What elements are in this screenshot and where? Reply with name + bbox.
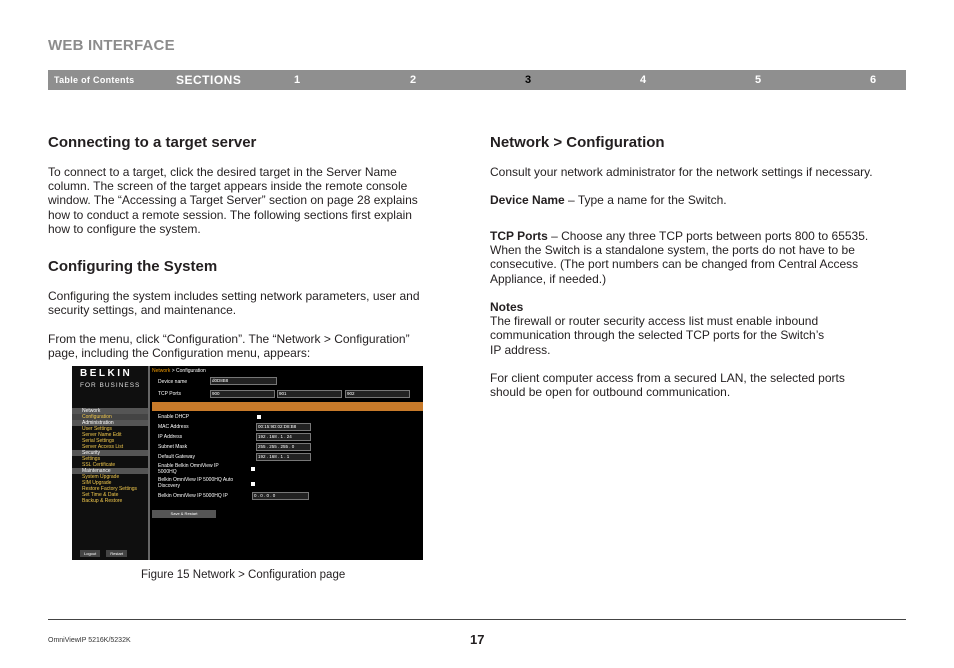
menu-item[interactable]: SIM Upgrade [82,480,112,486]
menu-item[interactable]: Restore Factory Settings [82,486,138,492]
heading-connecting: Connecting to a target server [48,134,257,151]
section-link-5[interactable]: 5 [755,74,762,86]
figure-network-configuration-screenshot [72,366,423,560]
hq-ip-field[interactable]: 0 . 0 . 0 . 0 [252,492,309,500]
section-link-6[interactable]: 6 [870,74,877,86]
paragraph-consult: Consult your network administrator for the network settings if necessary. [490,165,873,179]
ip-address-label: IP Address [158,434,183,440]
menu-heading: Administration [72,420,148,426]
menu-item[interactable]: Configuration [72,414,148,420]
menu-item[interactable]: Set Time & Date [82,492,119,498]
menu-heading: Network [72,408,148,414]
menu-heading: Maintenance [72,468,148,474]
belkin-sublogo: FOR BUSINESS [80,382,141,389]
logout-button[interactable]: Logout [80,550,100,557]
paragraph-connecting: To connect to a target, click the desired target in the Server Name column. The screen of the target appears inside the remote console window. The “Accessing a Target Server” section on page 28 explains how to conduct a remote session. The following sections first explain how to configure the system. [48,165,418,236]
auto-discovery-checkbox[interactable] [251,482,255,486]
menu-item[interactable]: Serial Settings [82,438,115,444]
sections-label: SECTIONS [176,73,242,87]
menu-item[interactable]: Server Access List [82,444,124,450]
screenshot-menu [72,408,148,504]
save-restart-button[interactable]: Save & Restart [152,510,216,518]
subnet-mask-label: Subnet Mask [158,444,188,450]
section-link-2[interactable]: 2 [410,74,417,86]
footer-rule [48,619,906,620]
auto-discovery-label: Belkin OmniView IP 5000HQ Auto Discovery [158,477,234,489]
device-name-field[interactable]: d0D8B8 [210,377,277,385]
menu-item[interactable]: System Upgrade [82,474,120,480]
screenshot-sidebar [72,366,148,560]
tcp-port-3-field[interactable]: 902 [345,390,410,398]
restart-button[interactable]: Restart [106,550,127,557]
device-name-label: Device name [158,379,188,385]
mac-address-field: 00:15:9D:02:D8:B8 [256,423,311,431]
page-number: 17 [470,632,485,647]
section-link-1[interactable]: 1 [294,74,301,86]
figure-caption: Figure 15 Network > Configuration page [141,569,346,581]
section-title: WEB INTERFACE [48,37,175,54]
default-gateway-label: Default Gateway [158,454,195,460]
screenshot-breadcrumb: Network > Configuration [152,368,206,374]
section-link-4[interactable]: 4 [640,74,647,86]
enable-belkin-checkbox[interactable] [251,467,255,471]
section-nav-bar [48,70,906,90]
tcp-port-1-field[interactable]: 900 [210,390,275,398]
hq-ip-label: Belkin OmniView IP 5000HQ IP [158,493,228,499]
enable-dhcp-checkbox[interactable] [257,415,261,419]
paragraph-device-name: Device Name – Type a name for the Switch. [490,193,727,207]
default-gateway-field[interactable]: 192 . 168 . 1 . 1 [256,453,311,461]
heading-network-config: Network > Configuration [490,134,665,151]
section-link-3[interactable]: 3 [525,74,532,86]
table-of-contents-link[interactable]: Table of Contents [54,75,135,85]
mac-address-label: MAC Address [158,424,189,430]
paragraph-client-access: For client computer access from a secured LAN, the selected ports should be open for outbound communication. [490,371,845,400]
ip-address-field[interactable]: 192 . 168 . 1 . 24 [256,433,311,441]
menu-item[interactable]: User Settings [82,426,113,432]
heading-configuring: Configuring the System [48,258,218,275]
screenshot-config-panel [152,366,423,560]
tcp-port-2-field[interactable]: 901 [277,390,342,398]
menu-item[interactable]: Server Name Edit [82,432,122,438]
menu-heading: Security [72,450,148,456]
enable-belkin-label: Enable Belkin OmniView IP 5000HQ [158,463,219,475]
menu-item[interactable]: SSL Certificate [82,462,116,468]
belkin-logo: BELKIN [80,368,133,379]
screenshot-section-bar [152,402,423,411]
paragraph-tcp-ports: TCP Ports – Choose any three TCP ports between ports 800 to 65535. When the Switch is a standalone system, the ports do not have to be consecutive. (The port numbers can be changed from Central Access Appliance, if needed.) [490,229,869,286]
menu-item[interactable]: Settings [82,456,101,462]
screenshot-divider [148,366,150,560]
menu-item[interactable]: Backup & Restore [82,498,123,504]
paragraph-configuring: Configuring the system includes setting network parameters, user and security settings, and maintenance. [48,289,420,318]
paragraph-menu: From the menu, click “Configuration”. The “Network > Configuration” page, including the Configuration menu, appears: [48,332,410,361]
paragraph-notes: Notes The firewall or router security access list must enable inbound communication through the selected TCP ports for the Switch’s IP address. [490,300,825,357]
enable-dhcp-label: Enable DHCP [158,414,190,420]
footer-product-name: OmniViewIP 5216K/5232K [48,637,131,644]
subnet-mask-field[interactable]: 255 . 255 . 255 . 0 [256,443,311,451]
tcp-ports-label: TCP Ports [158,391,181,397]
